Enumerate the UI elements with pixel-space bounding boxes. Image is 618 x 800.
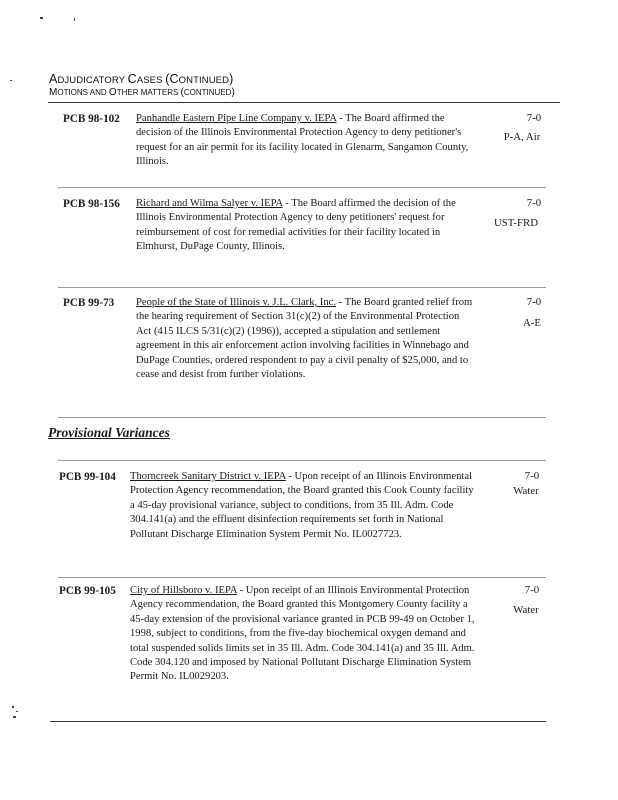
- section-subheading: MOTIONS AND OTHER MATTERS (CONTINUED): [49, 87, 235, 98]
- case-media: Water: [513, 604, 539, 616]
- section-title-provisional-variances: Provisional Variances: [48, 425, 170, 440]
- case-media: P-A, Air: [503, 131, 541, 143]
- case-media: Water: [513, 485, 539, 497]
- scan-speck: [40, 17, 43, 19]
- case-id: PCB 98-102: [63, 113, 120, 125]
- case-summary: People of the State of Illinois v. J.L. Clark, Inc. - The Board granted relief from the hearing requirement of Section 31(c)(2) of the Environmental Protection Act (415 ILCS 5/31(c)(2) (1996)), accepted a stipulation and settlement agreement in this air enforcement action involving facilities in Winnebago and DuPage Counties, ordered respondent to pay a civil penalty of $25,000, and to cease and desist from further violations.: [136, 297, 473, 381]
- case-summary: Richard and Wilma Salyer v. IEPA - The Board affirmed the decision of the Illinois Environmental Protection Agency to deny petitioners' request for reimbursement of cost for remedial activities for their facility located in Elmhurst, DuPage County, Illinois.: [136, 198, 456, 253]
- case-title: City of Hillsboro v. IEPA: [130, 585, 237, 596]
- header-rule: [48, 102, 560, 103]
- section-rule: [58, 460, 546, 461]
- case-id: PCB 99-105: [59, 585, 116, 597]
- scan-speck: [13, 716, 16, 718]
- scan-speck: [10, 80, 12, 81]
- case-summary: Panhandle Eastern Pipe Line Company v. IEPA - The Board affirmed the decision of the Illinois Environmental Protection Agency to deny petitioner's request for an air permit for its facility located in Glenarm, Sangamon County, Illinois.: [136, 113, 469, 168]
- case-divider: [58, 287, 546, 288]
- scan-speck: [16, 711, 18, 712]
- case-title: People of the State of Illinois v. J.L. Clark, Inc.: [136, 297, 336, 308]
- case-summary: City of Hillsboro v. IEPA - Upon receipt of an Illinois Environmental Protection Agency recommendation, the Board granted this Montgomery County facility a 45-day extension of the provisional variance granted in PCB 99-49 on October 1, 1998, subject to conditions, from the five-day biochemical oxygen demand and total suspended solids limits set in 35 Ill. Adm. Code 304.141(a) and 35 Ill. Adm. Code 304.120 and imposed by National Pollutant Discharge Elimination System Permit No. IL0029203.: [130, 585, 475, 683]
- case-divider: [58, 187, 546, 188]
- case-title: Panhandle Eastern Pipe Line Company v. IEPA: [136, 113, 337, 124]
- case-vote: 7-0: [526, 197, 542, 209]
- section-heading: ADJUDICATORY CASES (CONTINUED): [49, 72, 234, 86]
- case-divider: [58, 577, 546, 578]
- case-media: UST-FRD: [493, 217, 538, 229]
- scan-speck: [12, 706, 14, 708]
- case-summary: Thorncreek Sanitary District v. IEPA - Upon receipt of an Illinois Environmental Protection Agency recommendation, the Board granted this Cook County facility a 45-day provisional variance, subject to conditions, from 35 Ill. Adm. Code 304.141(a) and the effluent disinfection requirements set forth in National Pollutant Discharge Elimination System Permit No. IL0027723.: [130, 471, 474, 540]
- case-id: PCB 99-104: [59, 471, 116, 483]
- case-id: PCB 99-73: [63, 297, 115, 309]
- case-id: PCB 98-156: [63, 198, 120, 210]
- scan-speck: [74, 18, 75, 21]
- case-title: Thorncreek Sanitary District v. IEPA: [130, 471, 286, 482]
- case-vote: 7-0: [526, 112, 542, 124]
- case-vote: 7-0: [524, 584, 540, 596]
- case-media: A-E: [523, 317, 541, 329]
- case-divider: [50, 721, 546, 722]
- case-divider: [58, 417, 546, 418]
- case-vote: 7-0: [524, 470, 540, 482]
- case-title: Richard and Wilma Salyer v. IEPA: [136, 198, 283, 209]
- case-vote: 7-0: [526, 296, 542, 308]
